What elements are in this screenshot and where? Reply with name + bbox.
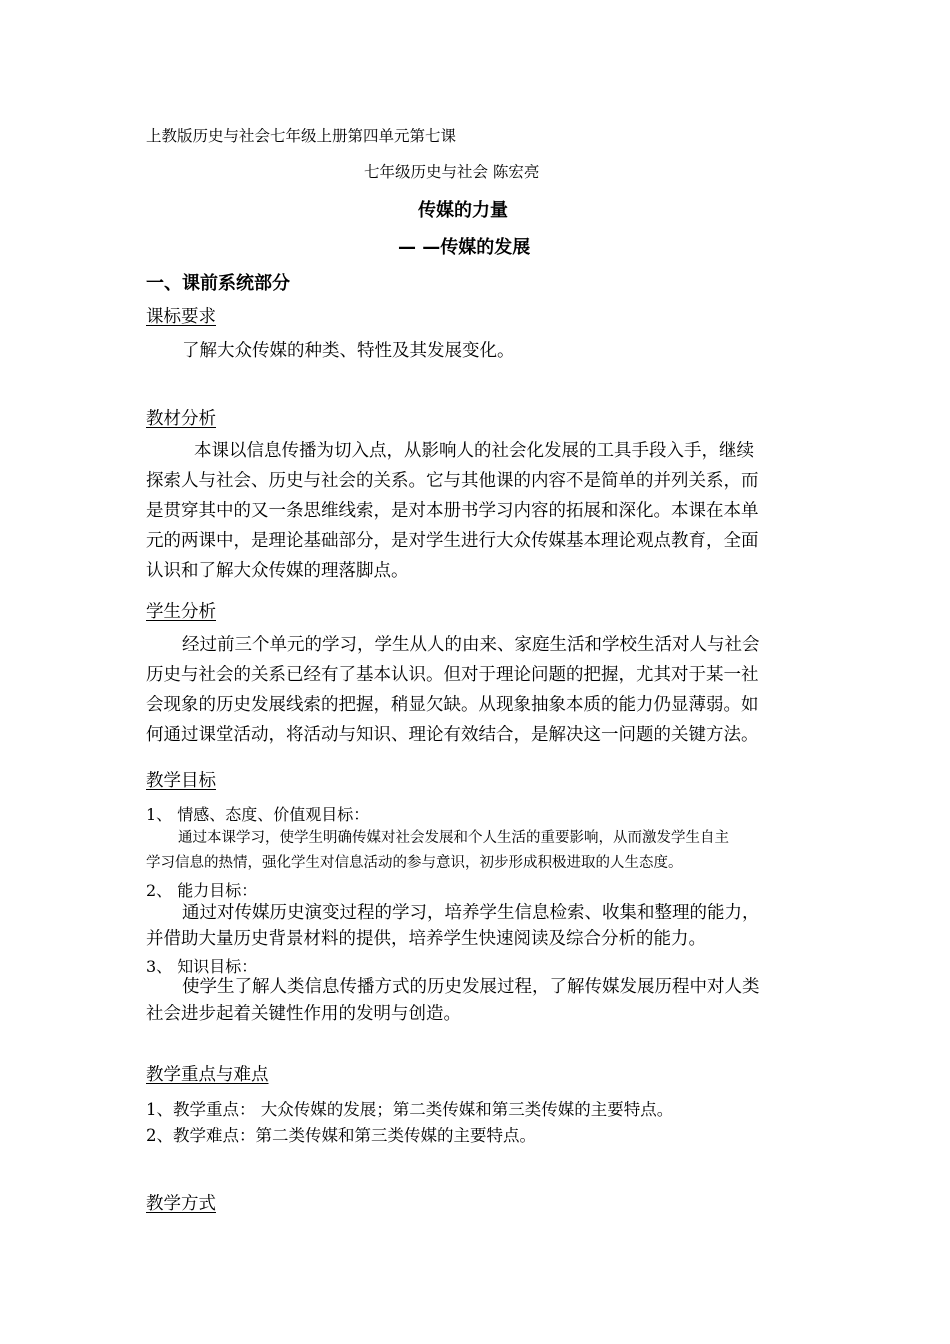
- curriculum-text: 了解大众传媒的种类、特性及其发展变化。: [182, 341, 515, 361]
- author-line: 七年级历史与社会 陈宏亮: [364, 163, 540, 181]
- focus-line-2: 2、教学难点：第二类传媒和第三类传媒的主要特点。: [146, 1126, 536, 1145]
- goal-item-3-line: 社会进步起着关键性作用的发明与创造。: [146, 1004, 461, 1024]
- goal-item-3-line: 使学生了解人类信息传播方式的历史发展过程，了解传媒发展历程中对人类: [182, 977, 760, 997]
- material-line: 元的两课中，是理论基础部分，是对学生进行大众传媒基本理论观点教育，全面: [146, 531, 759, 551]
- focus-line-1: 1、教学重点： 大众传媒的发展；第二类传媒和第三类传媒的主要特点。: [146, 1100, 674, 1119]
- goal-item-1-line: 通过本课学习，使学生明确传媒对社会发展和个人生活的重要影响，从而激发学生自主: [178, 830, 729, 846]
- sub-title: — —传媒的发展: [398, 237, 531, 258]
- students-line: 何通过课堂活动，将活动与知识、理论有效结合，是解决这一问题的关键方法。: [146, 725, 759, 745]
- focus-heading: 教学重点与难点: [146, 1065, 269, 1085]
- material-heading: 教材分析: [146, 409, 216, 429]
- students-heading: 学生分析: [146, 602, 216, 622]
- material-line: 是贯穿其中的又一条思维线索，是对本册书学习内容的拓展和深化。本课在本单: [146, 501, 759, 521]
- goal-item-1-label: 1、 情感、态度、价值观目标：: [146, 805, 370, 824]
- curriculum-heading: 课标要求: [146, 307, 216, 327]
- material-line: 探索人与社会、历史与社会的关系。它与其他课的内容不是简单的并列关系，而: [146, 471, 759, 491]
- goal-item-3-label: 3、 知识目标：: [146, 957, 258, 976]
- goals-heading: 教学目标: [146, 771, 216, 791]
- material-line: 认识和了解大众传媒的理落脚点。: [146, 561, 409, 581]
- goal-item-2-line: 并借助大量历史背景材料的提供，培养学生快速阅读及综合分析的能力。: [146, 929, 706, 949]
- material-line: 本课以信息传播为切入点，从影响人的社会化发展的工具手段入手，继续: [194, 441, 754, 461]
- students-line: 会现象的历史发展线索的把握，稍显欠缺。从现象抽象本质的能力仍显薄弱。如: [146, 695, 759, 715]
- goal-item-1-line: 学习信息的热情，强化学生对信息活动的参与意识，初步形成积极进取的人生态度。: [146, 855, 683, 871]
- students-line: 历史与社会的关系已经有了基本认识。但对于理论问题的把握，尤其对于某一社: [146, 665, 759, 685]
- course-line: 上教版历史与社会七年级上册第四单元第七课: [146, 127, 457, 145]
- section-heading: 一、课前系统部分: [146, 273, 290, 294]
- students-line: 经过前三个单元的学习，学生从人的由来、家庭生活和学校生活对人与社会: [182, 635, 760, 655]
- main-title: 传媒的力量: [418, 200, 508, 221]
- goal-item-2-line: 通过对传媒历史演变过程的学习，培养学生信息检索、收集和整理的能力，: [182, 903, 760, 923]
- goal-item-2-label: 2、 能力目标：: [146, 881, 258, 900]
- method-heading: 教学方式: [146, 1194, 216, 1214]
